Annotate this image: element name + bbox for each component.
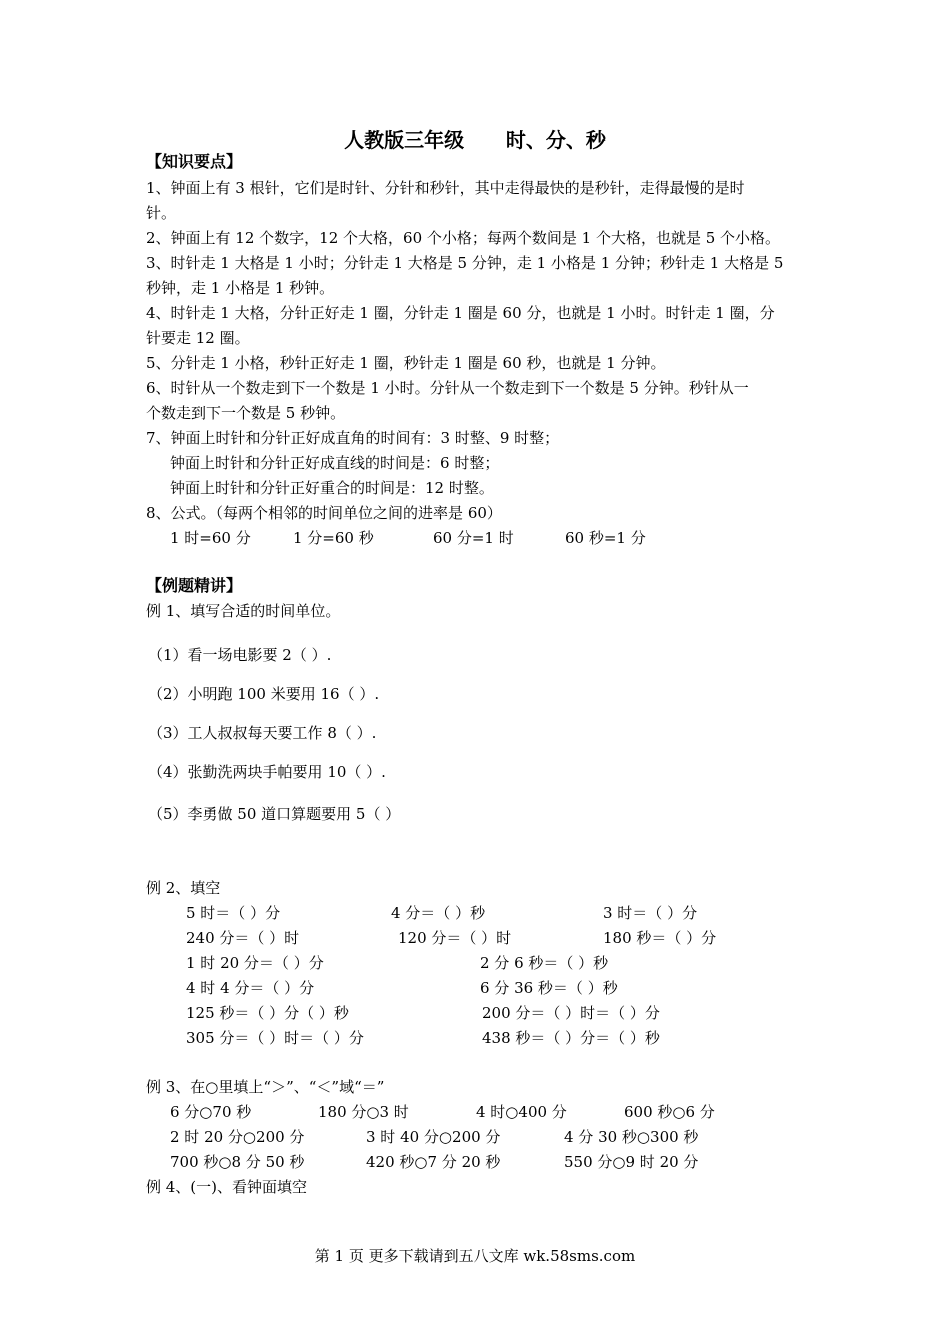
- knowledge-line: 8、公式。（每两个相邻的时间单位之间的进率是 60）: [146, 504, 502, 522]
- knowledge-line: 个数走到下一个数是 5 秒钟。: [146, 404, 346, 422]
- example-2-cell: 6 分 36 秒＝（ ）秒: [480, 979, 618, 997]
- example-3-cell: 180 分○3 时: [318, 1103, 409, 1121]
- knowledge-line: 3、时针走 1 大格是 1 小时；分针走 1 大格是 5 分钟，走 1 小格是 1 分钟；秒针走 1 大格是 5: [146, 254, 784, 272]
- knowledge-line: 1、钟面上有 3 根针，它们是时针、分针和秒针，其中走得最快的是秒针，走得最慢的是时: [146, 179, 745, 197]
- example-2-cell: 125 秒＝（ ）分（ ）秒: [186, 1004, 349, 1022]
- example-3-cell: 550 分○9 时 20 分: [564, 1153, 699, 1171]
- knowledge-line: 4、时针走 1 大格，分针正好走 1 圈，分针走 1 圈是 60 分，也就是 1 小时。时针走 1 圈，分: [146, 304, 775, 322]
- knowledge-line: 7、钟面上时针和分针正好成直角的时间有：3 时整、9 时整；: [146, 429, 560, 447]
- example-3-cell: 2 时 20 分○200 分: [170, 1128, 305, 1146]
- knowledge-line: 2、钟面上有 12 个数字，12 个大格，60 个小格；每两个数间是 1 个大格，也就是 5 个小格。: [146, 229, 781, 247]
- example-3-cell: 600 秒○6 分: [624, 1103, 715, 1121]
- example-1-item: （3）工人叔叔每天要工作 8（ ）.: [148, 724, 377, 742]
- example-2-label: 例 2、填空: [146, 879, 221, 897]
- example-2-cell: 180 秒＝（ ）分: [603, 929, 717, 947]
- example-3-label: 例 3、在○里填上“＞”、“＜”域“＝”: [146, 1078, 385, 1096]
- example-1-item: （1）看一场电影要 2（ ）.: [148, 646, 332, 664]
- formula: 60 分=1 时: [433, 529, 514, 547]
- example-2-cell: 4 时 4 分＝（ ）分: [186, 979, 315, 997]
- knowledge-line: 针。: [146, 204, 177, 222]
- example-3-cell: 700 秒○8 分 50 秒: [170, 1153, 305, 1171]
- example-4-label: 例 4、(一)、看钟面填空: [146, 1178, 308, 1196]
- example-2-cell: 3 时＝（ ）分: [603, 904, 698, 922]
- example-3-cell: 4 分 30 秒○300 秒: [564, 1128, 699, 1146]
- example-2-cell: 305 分＝（ ）时＝（ ）分: [186, 1029, 364, 1047]
- example-2-cell: 4 分＝（ ）秒: [391, 904, 486, 922]
- knowledge-line: 钟面上时针和分针正好重合的时间是：12 时整。: [170, 479, 494, 497]
- example-2-cell: 120 分＝（ ）时: [398, 929, 512, 947]
- example-1-label: 例 1、填写合适的时间单位。: [146, 602, 341, 620]
- example-2-cell: 240 分＝（ ）时: [186, 929, 300, 947]
- example-2-cell: 5 时＝（ ）分: [186, 904, 281, 922]
- knowledge-heading: 【知识要点】: [146, 152, 243, 171]
- example-3-cell: 4 时○400 分: [476, 1103, 567, 1121]
- knowledge-line: 5、分针走 1 小格，秒针正好走 1 圈，秒针走 1 圈是 60 秒，也就是 1 分钟。: [146, 354, 666, 372]
- example-2-cell: 438 秒＝（ ）分＝（ ）秒: [482, 1029, 660, 1047]
- knowledge-line: 针要走 12 圈。: [146, 329, 250, 347]
- examples-heading: 【例题精讲】: [146, 576, 243, 595]
- knowledge-line: 秒钟，走 1 小格是 1 秒钟。: [146, 279, 335, 297]
- example-3-cell: 6 分○70 秒: [170, 1103, 252, 1121]
- formula: 60 秒=1 分: [565, 529, 646, 547]
- knowledge-line: 钟面上时针和分针正好成直线的时间是：6 时整；: [170, 454, 500, 472]
- example-1-item: （5）李勇做 50 道口算题要用 5（ ）: [148, 805, 401, 823]
- example-2-cell: 1 时 20 分＝（ ）分: [186, 954, 324, 972]
- formula: 1 分=60 秒: [293, 529, 374, 547]
- example-1-item: （4）张勤洗两块手帕要用 10（ ）.: [148, 763, 386, 781]
- knowledge-line: 6、时针从一个数走到下一个数是 1 小时。分针从一个数走到下一个数是 5 分钟。秒针从一: [146, 379, 749, 397]
- example-3-cell: 3 时 40 分○200 分: [366, 1128, 501, 1146]
- page-title: 人教版三年级 时、分、秒: [344, 128, 606, 152]
- example-2-cell: 2 分 6 秒＝（ ）秒: [480, 954, 609, 972]
- example-1-item: （2）小明跑 100 米要用 16（ ）.: [148, 685, 380, 703]
- example-2-cell: 200 分＝（ ）时＝（ ）分: [482, 1004, 660, 1022]
- example-3-cell: 420 秒○7 分 20 秒: [366, 1153, 501, 1171]
- formula: 1 时=60 分: [170, 529, 251, 547]
- page-footer: 第 1 页 更多下载请到五八文库 wk.58sms.com: [314, 1247, 636, 1265]
